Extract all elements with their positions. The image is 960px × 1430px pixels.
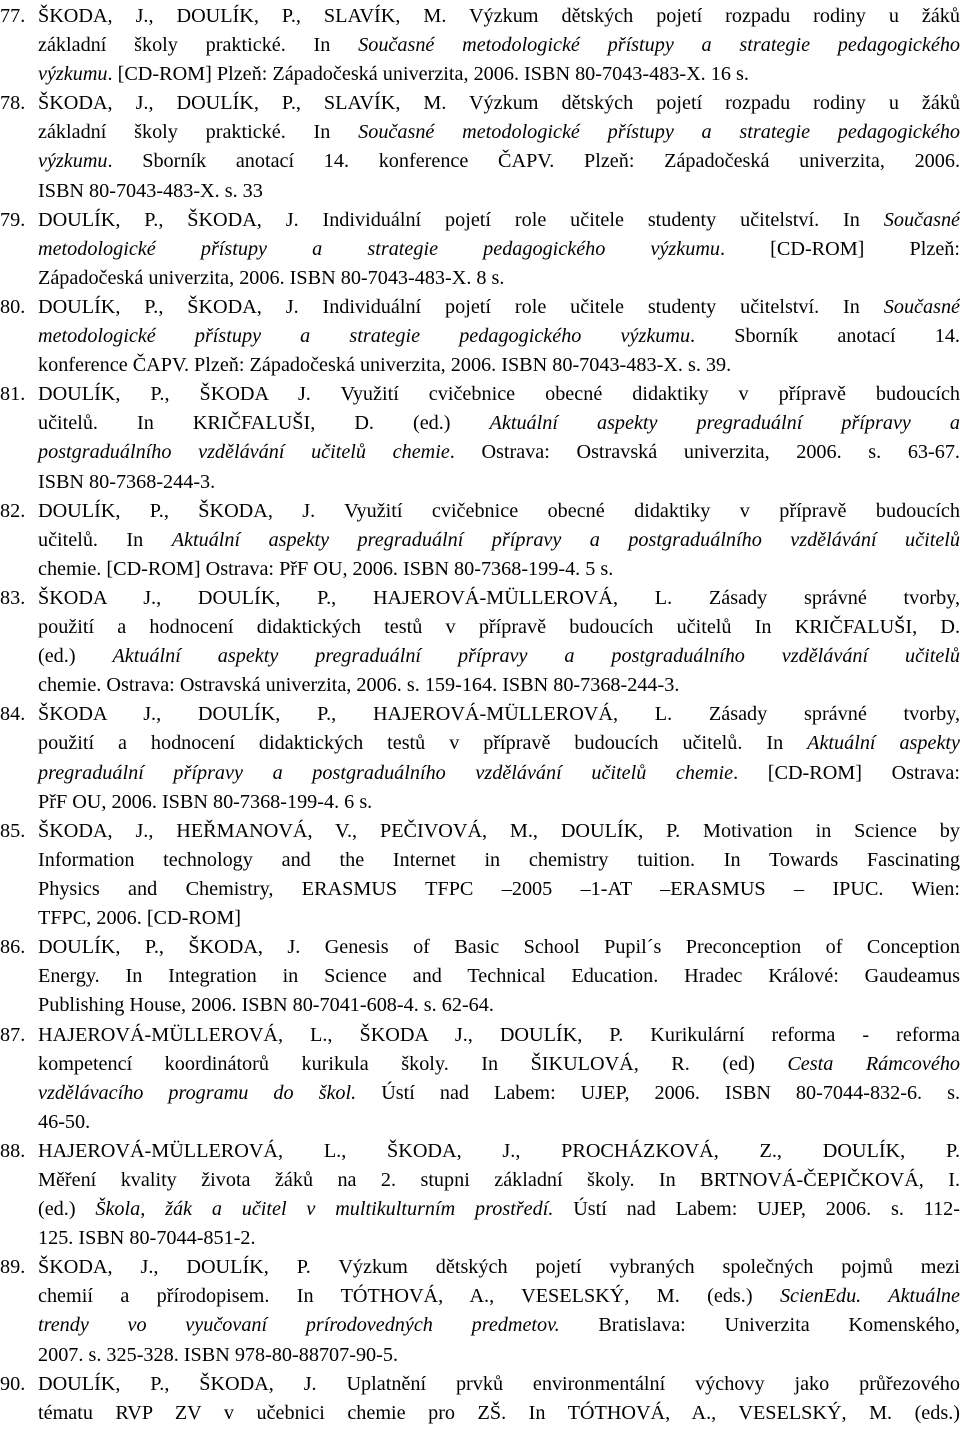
reference-entry [0, 584, 960, 700]
reference-entry [0, 700, 960, 816]
reference-text: DOULÍK, P., ŠKODA, J. Genesis of Basic School Pupil´s Preconception of Conception [38, 936, 960, 959]
reference-line [0, 1224, 960, 1253]
reference-italic-text: Cesta Rámcového [787, 1052, 960, 1075]
reference-text: použití a hodnocení didaktických testů v přípravě budoucích učitelů. In [38, 732, 808, 755]
reference-line [0, 1282, 960, 1311]
reference-italic-text: vzdělávacího programu do škol. [38, 1081, 357, 1104]
reference-line [0, 351, 960, 380]
reference-italic-text: Aktuální aspekty pregraduální přípravy a [489, 412, 960, 435]
reference-text: . [CD-ROM] Plzeň: Západočeská univerzita, 2006. ISBN 80-7043-483-X. 16 s. [107, 63, 749, 86]
reference-line [0, 1166, 960, 1195]
reference-text: Information technology and the Internet in chemistry tuition. In Towards Fascinating [38, 848, 960, 871]
reference-number: 90. [0, 1372, 26, 1395]
reference-line [0, 468, 960, 497]
reference-line [0, 235, 960, 264]
reference-line [0, 60, 960, 89]
reference-line [0, 991, 960, 1020]
reference-text: Bratislava: Univerzita Komenského, [559, 1314, 960, 1337]
reference-text: ŠKODA J., DOULÍK, P., HAJEROVÁ-MÜLLEROVÁ, L. Zásady správné tvorby, [38, 703, 960, 726]
reference-text: . [CD-ROM] Ostrava: [733, 761, 960, 784]
reference-line [0, 1079, 960, 1108]
reference-line [0, 1050, 960, 1079]
reference-text: . [CD-ROM] Plzeň: [720, 237, 960, 260]
reference-text: Ústí nad Labem: UJEP, 2006. ISBN 80-7044-832-6. s. [356, 1081, 960, 1104]
reference-line [0, 671, 960, 700]
reference-line [0, 846, 960, 875]
reference-line [0, 729, 960, 758]
reference-line [0, 788, 960, 817]
reference-line [0, 962, 960, 991]
reference-entry [0, 293, 960, 380]
reference-italic-text: pregraduální přípravy a postgraduálního vzdělávání učitelů chemie [38, 761, 734, 784]
reference-line [0, 1137, 960, 1166]
reference-line [0, 497, 960, 526]
reference-line [0, 817, 960, 846]
reference-text: učitelů. In KRIČFALUŠI, D. (ed.) [38, 412, 490, 435]
reference-entry [0, 497, 960, 584]
reference-line [0, 206, 960, 235]
reference-text: . Ostrava: Ostravská univerzita, 2006. s. 63-67. [449, 441, 960, 464]
reference-italic-text: metodologické přístupy a strategie pedagogického výzkumu [38, 237, 720, 260]
reference-italic-text: Současné [883, 296, 960, 318]
reference-line [0, 409, 960, 438]
reference-text: DOULÍK, P., ŠKODA, J. Individuální pojetí role učitele studenty učitelství. In [38, 296, 884, 318]
reference-line [0, 584, 960, 613]
reference-line [0, 904, 960, 933]
reference-line [0, 147, 960, 176]
reference-line [0, 700, 960, 729]
reference-text: . Sborník anotací 14. konference ČAPV. Plzeň: Západočeská univerzita, 2006. [107, 150, 960, 173]
reference-italic-text: Aktuální aspekty pregraduální přípravy a postgraduálního vzdělávání učitelů [112, 645, 960, 668]
reference-text: Měření kvality života žáků na 2. stupni základní školy. In BRTNOVÁ-ČEPIČKOVÁ, I. [38, 1168, 960, 1191]
reference-number: 80. [0, 296, 26, 318]
reference-line [0, 264, 960, 293]
reference-italic-text: trendy vo vyučovaní prírodovedných predmetov. [38, 1314, 560, 1337]
reference-line [0, 933, 960, 962]
reference-entry [0, 1021, 960, 1137]
reference-line [0, 1370, 960, 1399]
reference-line [0, 613, 960, 642]
reference-line [0, 1253, 960, 1282]
reference-entry [0, 89, 960, 205]
reference-text: Ústí nad Labem: UJEP, 2006. s. 112- [553, 1198, 960, 1221]
reference-italic-text: výzkumu [38, 63, 108, 86]
reference-text: ISBN 80-7043-483-X. s. 33 [38, 179, 263, 202]
reference-text: 2007. s. 325-328. ISBN 978-80-88707-90-5. [38, 1343, 398, 1366]
reference-text: ŠKODA, J., DOULÍK, P., SLAVÍK, M. Výzkum dětských pojetí rozpadu rodiny u žáků [38, 92, 960, 115]
reference-text: ŠKODA, J., DOULÍK, P., SLAVÍK, M. Výzkum dětských pojetí rozpadu rodiny u žáků [38, 5, 960, 27]
reference-italic-text: Současné [883, 208, 960, 231]
reference-text: použití a hodnocení didaktických testů v přípravě budoucích učitelů In KRIČFALUŠI, D. [38, 616, 960, 639]
reference-text: konference ČAPV. Plzeň: Západočeská univerzita, 2006. ISBN 80-7043-483-X. s. 39. [38, 354, 732, 377]
reference-text: ŠKODA, J., HEŘMANOVÁ, V., PEČIVOVÁ, M., DOULÍK, P. Motivation in Science by [38, 819, 960, 842]
reference-number: 87. [0, 1023, 26, 1046]
reference-text: DOULÍK, P., ŠKODA J. Využití cvičebnice obecné didaktiky v přípravě budoucích [38, 383, 960, 406]
reference-text: (ed.) [38, 645, 113, 668]
reference-line [0, 2, 960, 31]
reference-number: 89. [0, 1256, 26, 1279]
reference-text: DOULÍK, P., ŠKODA, J. Využití cvičebnice obecné didaktiky v přípravě budoucích [38, 499, 960, 522]
reference-text: tématu RVP ZV v učebnici chemie pro ZŠ. In TÓTHOVÁ, A., VESELSKÝ, M. (eds.) [38, 1401, 960, 1424]
reference-number: 78. [0, 92, 26, 115]
reference-text: Energy. In Integration in Science and Technical Education. Hradec Králové: Gaudeamus [38, 965, 960, 988]
reference-line [0, 1195, 960, 1224]
reference-text: DOULÍK, P., ŠKODA, J. Individuální pojetí role učitele studenty učitelství. In [38, 208, 884, 231]
reference-line [0, 642, 960, 671]
reference-number: 82. [0, 499, 26, 522]
reference-italic-text: Škola, žák a učitel v multikulturním prostředí. [95, 1198, 554, 1221]
reference-number: 88. [0, 1139, 26, 1162]
reference-italic-text: Současné metodologické přístupy a strategie pedagogického [358, 34, 960, 57]
reference-italic-text: výzkumu [38, 150, 108, 173]
reference-text: 125. ISBN 80-7044-851-2. [38, 1227, 256, 1250]
reference-italic-text: Aktuální aspekty pregraduální přípravy a postgraduálního vzdělávání učitelů [171, 528, 960, 551]
reference-entry [0, 380, 960, 496]
reference-number: 85. [0, 819, 26, 842]
reference-entry [0, 206, 960, 293]
reference-italic-text: metodologické přístupy a strategie pedagogického výzkumu [38, 325, 691, 348]
reference-line [0, 380, 960, 409]
reference-text: HAJEROVÁ-MÜLLEROVÁ, L., ŠKODA, J., PROCHÁZKOVÁ, Z., DOULÍK, P. [38, 1139, 960, 1162]
reference-text: učitelů. In [38, 528, 172, 551]
reference-italic-text: Aktuální aspekty [807, 732, 960, 755]
reference-text: . Sborník anotací 14. [690, 325, 960, 348]
reference-number: 79. [0, 208, 26, 231]
reference-text: HAJEROVÁ-MÜLLEROVÁ, L., ŠKODA J., DOULÍK, P. Kurikulární reforma - reforma [38, 1023, 960, 1046]
reference-line [0, 759, 960, 788]
reference-line [0, 293, 960, 322]
reference-text: DOULÍK, P., ŠKODA, J. Uplatnění prvků environmentální výchovy jako průřezového [38, 1372, 960, 1395]
reference-number: 86. [0, 936, 26, 959]
reference-line [0, 1021, 960, 1050]
reference-text: chemie. [CD-ROM] Ostrava: PřF OU, 2006. ISBN 80-7368-199-4. 5 s. [38, 557, 614, 580]
reference-italic-text: postgraduálního vzdělávání učitelů chemie [38, 441, 450, 464]
reference-text: kompetencí koordinátorů kurikula školy. In ŠIKULOVÁ, R. (ed) [38, 1052, 788, 1075]
reference-text: ISBN 80-7368-244-3. [38, 470, 216, 493]
reference-text: Západočeská univerzita, 2006. ISBN 80-7043-483-X. 8 s. [38, 266, 505, 289]
reference-text: TFPC, 2006. [CD-ROM] [38, 907, 242, 930]
reference-line [0, 322, 960, 351]
reference-line [0, 555, 960, 584]
reference-text: základní školy praktické. In [38, 121, 359, 144]
reference-number: 77. [0, 5, 26, 27]
reference-text: ŠKODA, J., DOULÍK, P. Výzkum dětských pojetí vybraných společných pojmů mezi [38, 1256, 960, 1279]
reference-text: ŠKODA J., DOULÍK, P., HAJEROVÁ-MÜLLEROVÁ, L. Zásady správné tvorby, [38, 587, 960, 609]
reference-line [0, 31, 960, 60]
reference-text: Physics and Chemistry, ERASMUS TFPC –2005 –1-AT –ERASMUS – IPUC. Wien: [38, 877, 960, 900]
reference-entry [0, 817, 960, 933]
reference-entry [0, 1370, 960, 1428]
reference-line [0, 875, 960, 904]
reference-line [0, 177, 960, 206]
reference-number: 83. [0, 587, 26, 609]
reference-line [0, 89, 960, 118]
reference-text: Publishing House, 2006. ISBN 80-7041-608-4. s. 62-64. [38, 994, 494, 1017]
reference-italic-text: Současné metodologické přístupy a strategie pedagogického [358, 121, 960, 144]
reference-text: 46-50. [38, 1110, 91, 1133]
reference-entry [0, 2, 960, 89]
reference-line [0, 118, 960, 147]
reference-entry [0, 1253, 960, 1369]
reference-line [0, 438, 960, 467]
reference-number: 84. [0, 703, 26, 726]
reference-text: základní školy praktické. In [38, 34, 359, 57]
reference-line [0, 1341, 960, 1370]
reference-line [0, 1311, 960, 1340]
reference-text: chemie. Ostrava: Ostravská univerzita, 2006. s. 159-164. ISBN 80-7368-244-3. [38, 674, 680, 697]
reference-line [0, 1399, 960, 1428]
reference-line [0, 526, 960, 555]
reference-italic-text: ScienEdu. Aktuálne [779, 1285, 960, 1308]
reference-number: 81. [0, 383, 26, 406]
reference-entry [0, 933, 960, 1020]
reference-line [0, 1108, 960, 1137]
reference-text: chemií a přírodopisem. In TÓTHOVÁ, A., VESELSKÝ, M. (eds.) [38, 1285, 780, 1308]
reference-entry [0, 1137, 960, 1253]
reference-text: (ed.) [38, 1198, 96, 1221]
reference-text: PřF OU, 2006. ISBN 80-7368-199-4. 6 s. [38, 790, 373, 813]
